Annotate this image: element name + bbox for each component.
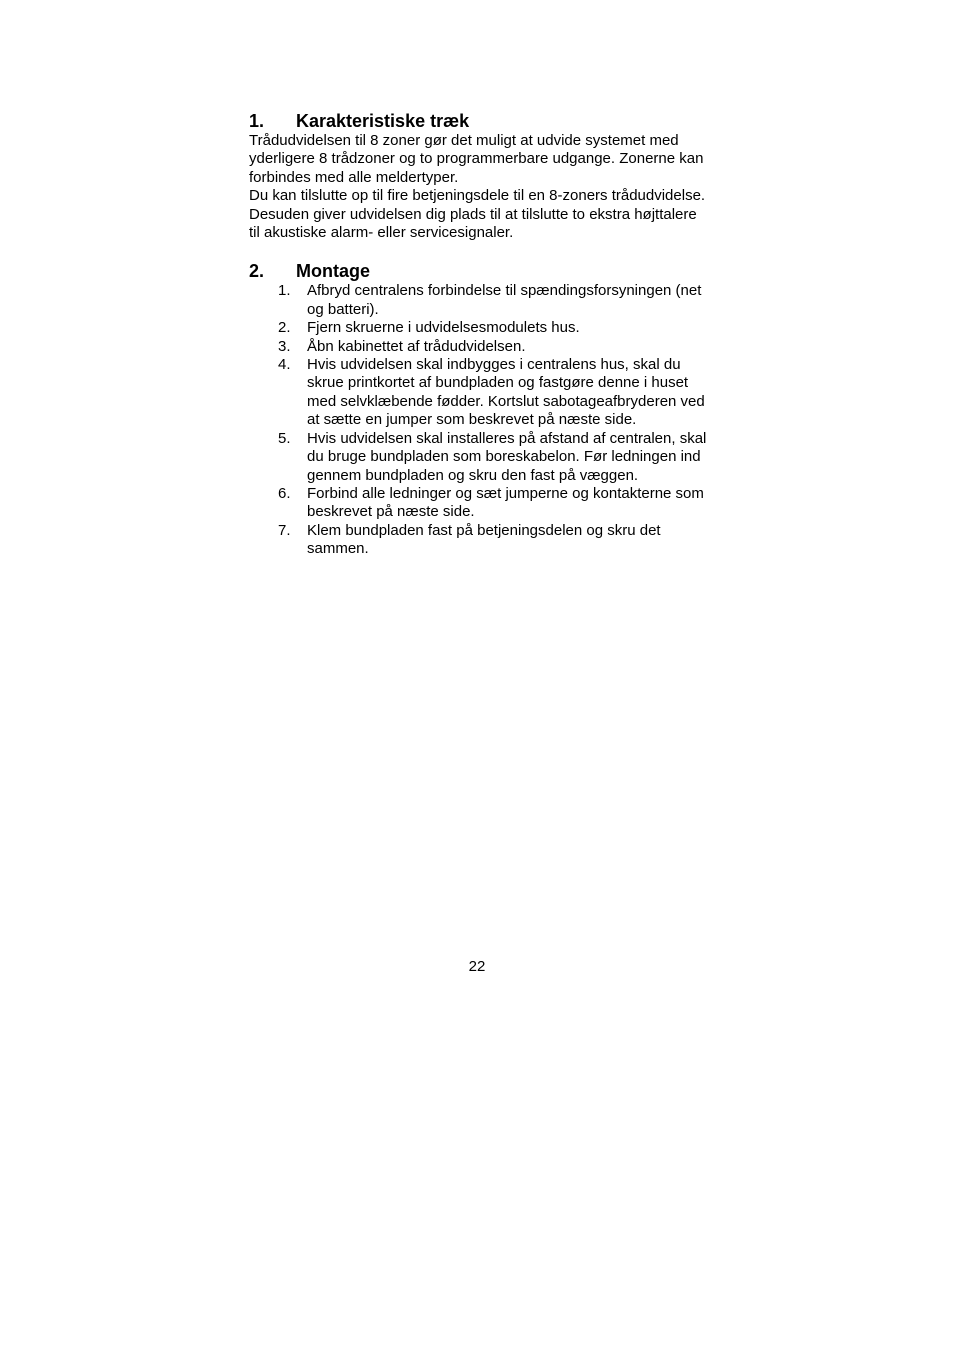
list-item <box>249 430 709 485</box>
step-number: 1. <box>278 282 291 300</box>
step-text: Forbind alle ledninger og sæt jumperne og kontakterne som beskrevet på næste side. <box>307 484 704 521</box>
section-number: 1. <box>249 111 265 131</box>
section-characteristics <box>249 110 709 242</box>
step-text: Åbn kabinettet af trådudvidelsen. <box>307 337 526 355</box>
list-item <box>249 356 709 430</box>
list-item <box>249 319 709 337</box>
step-text: Hvis udvidelsen skal indbygges i centralens hus, skal du skrue printkortet af bundpladen og fastgøre denne i huset med selvklæbende fødder. Kortslut sabotageafbryderen ved at sætte en jumper som beskrevet på næste side. <box>307 356 705 429</box>
section-title: Montage <box>296 261 370 282</box>
step-text: Fjern skruerne i udvidelsesmodulets hus. <box>307 319 580 337</box>
step-number: 4. <box>278 356 291 374</box>
step-text: Klem bundpladen fast på betjeningsdelen og skru det sammen. <box>307 521 661 558</box>
section-heading <box>249 260 709 282</box>
intro-paragraph: Trådudvidelsen til 8 zoner gør det muligt at udvide systemet med yderligere 8 trådzoner og to programmerbare udgange. Zonerne kan forbindes med alle meldertyper. <box>249 132 704 186</box>
section-title: Karakteristiske træk <box>296 111 470 131</box>
list-item <box>249 282 709 319</box>
installation-steps-list <box>249 282 709 558</box>
step-number: 6. <box>278 484 291 502</box>
step-number: 7. <box>278 521 291 539</box>
list-item <box>249 522 709 559</box>
section-heading <box>249 110 709 132</box>
page-number: 22 <box>468 958 486 975</box>
list-item <box>249 338 709 356</box>
step-number: 3. <box>278 337 291 355</box>
step-text: Afbryd centralens forbindelse til spændingsforsyningen (net og batteri). <box>307 282 702 318</box>
list-item <box>249 485 709 522</box>
step-number: 2. <box>278 319 291 337</box>
step-text: Hvis udvidelsen skal installeres på afstand af centralen, skal du bruge bundpladen som boreskabelon. Før ledningen ind gennem bundpladen og skru den fast på væggen. <box>307 429 707 484</box>
section-installation <box>249 260 709 558</box>
section-number: 2. <box>249 261 265 282</box>
step-number: 5. <box>278 429 291 447</box>
page-content <box>249 110 709 559</box>
control-units-paragraph: Du kan tilslutte op til fire betjeningsdele til en 8-zoners trådudvidelse. Desuden giver udvidelsen dig plads til at tilslutte to ekstra højttalere til akustiske alarm- eller servicesignaler. <box>249 187 706 242</box>
